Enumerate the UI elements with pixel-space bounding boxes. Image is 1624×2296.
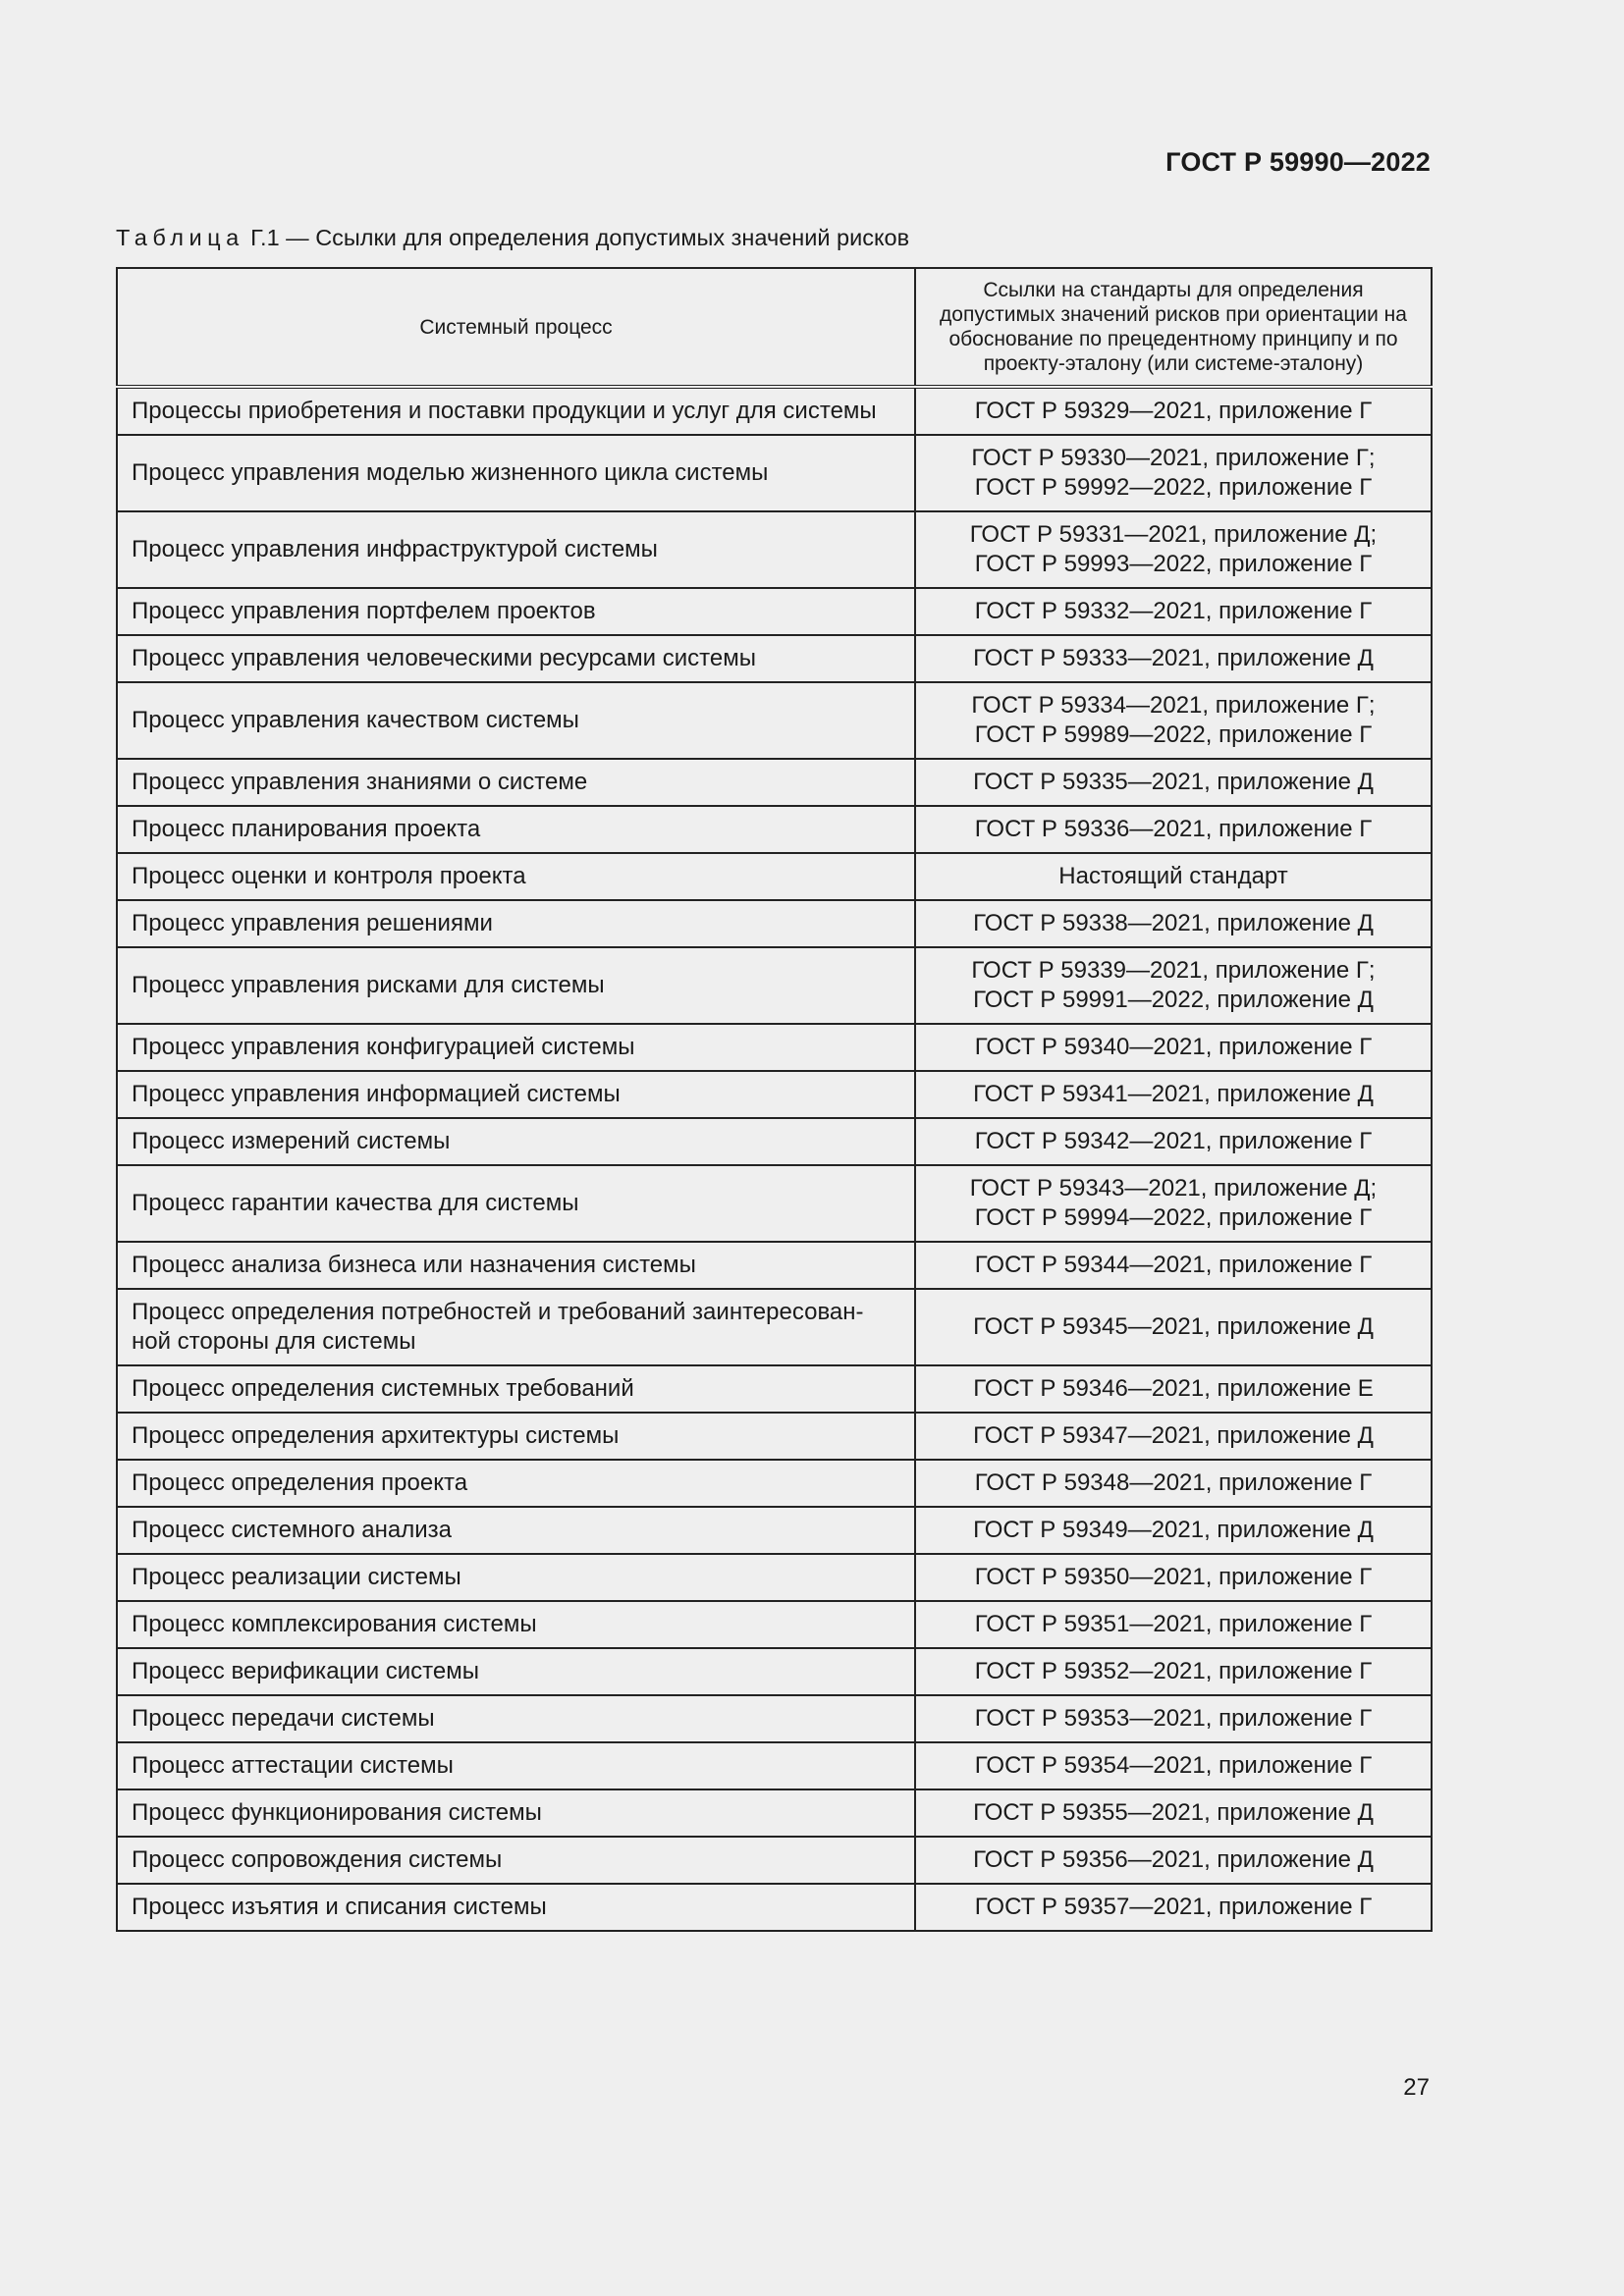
page-number: 27 bbox=[1403, 2074, 1430, 2101]
table-row bbox=[117, 511, 1432, 588]
reference-line: ГОСТ Р 59993—2022, приложение Г bbox=[974, 551, 1373, 577]
reference-cell bbox=[915, 806, 1432, 853]
document-code: ГОСТ Р 59990—2022 bbox=[1165, 147, 1431, 177]
reference-cell bbox=[915, 1837, 1432, 1884]
table-row bbox=[117, 1789, 1432, 1837]
reference-cell bbox=[915, 387, 1432, 435]
reference-cell bbox=[915, 1884, 1432, 1931]
table-row bbox=[117, 1554, 1432, 1601]
reference-cell bbox=[915, 900, 1432, 947]
reference-cell bbox=[915, 511, 1432, 588]
table-row bbox=[117, 900, 1432, 947]
table-row bbox=[117, 1071, 1432, 1118]
reference-line: ГОСТ Р 59994—2022, приложение Г bbox=[974, 1204, 1373, 1231]
process-cell: Процесс управления человеческими ресурсами системы bbox=[117, 635, 915, 682]
process-cell: Процесс измерений системы bbox=[117, 1118, 915, 1165]
process-cell: Процесс верификации системы bbox=[117, 1648, 915, 1695]
table-row bbox=[117, 853, 1432, 900]
reference-line: ГОСТ Р 59351—2021, приложение Г bbox=[974, 1611, 1373, 1637]
reference-cell bbox=[915, 1507, 1432, 1554]
table-row bbox=[117, 387, 1432, 435]
process-cell: Процесс управления моделью жизненного цикла системы bbox=[117, 435, 915, 511]
process-cell: Процесс оценки и контроля проекта bbox=[117, 853, 915, 900]
reference-line: ГОСТ Р 59352—2021, приложение Г bbox=[974, 1658, 1373, 1684]
process-cell: Процесс управления качеством системы bbox=[117, 682, 915, 759]
column-header-process: Системный процесс bbox=[117, 268, 915, 387]
reference-line: ГОСТ Р 59344—2021, приложение Г bbox=[974, 1252, 1373, 1278]
table-row bbox=[117, 1695, 1432, 1742]
reference-cell bbox=[915, 947, 1432, 1024]
table-body bbox=[117, 387, 1432, 1931]
reference-cell bbox=[915, 682, 1432, 759]
reference-line: ГОСТ Р 59334—2021, приложение Г; bbox=[971, 692, 1376, 719]
reference-line: ГОСТ Р 59342—2021, приложение Г bbox=[974, 1128, 1373, 1154]
reference-cell bbox=[915, 1695, 1432, 1742]
reference-line: ГОСТ Р 59345—2021, приложение Д bbox=[973, 1313, 1374, 1340]
reference-line: ГОСТ Р 59329—2021, приложение Г bbox=[974, 398, 1373, 424]
risk-reference-table bbox=[116, 267, 1433, 1932]
process-cell: Процесс системного анализа bbox=[117, 1507, 915, 1554]
table-row bbox=[117, 1742, 1432, 1789]
process-cell: Процесс определения системных требований bbox=[117, 1365, 915, 1413]
reference-line: ГОСТ Р 59989—2022, приложение Г bbox=[974, 721, 1373, 748]
reference-cell bbox=[915, 1742, 1432, 1789]
reference-line: ГОСТ Р 59340—2021, приложение Г bbox=[974, 1034, 1373, 1060]
reference-line: ГОСТ Р 59333—2021, приложение Д bbox=[973, 645, 1374, 671]
table-row bbox=[117, 947, 1432, 1024]
table-row bbox=[117, 1837, 1432, 1884]
reference-cell bbox=[915, 1460, 1432, 1507]
table-caption bbox=[116, 225, 909, 251]
reference-line: ГОСТ Р 59335—2021, приложение Д bbox=[973, 769, 1374, 795]
table-row bbox=[117, 1118, 1432, 1165]
reference-cell bbox=[915, 1365, 1432, 1413]
reference-line: ГОСТ Р 59332—2021, приложение Г bbox=[974, 598, 1373, 624]
reference-line: ГОСТ Р 59354—2021, приложение Г bbox=[974, 1752, 1373, 1779]
reference-line: ГОСТ Р 59991—2022, приложение Д bbox=[973, 987, 1374, 1013]
reference-cell bbox=[915, 1071, 1432, 1118]
reference-line: ГОСТ Р 59992—2022, приложение Г bbox=[974, 474, 1373, 501]
process-cell: Процесс управления конфигурацией системы bbox=[117, 1024, 915, 1071]
table-row bbox=[117, 759, 1432, 806]
reference-cell bbox=[915, 1413, 1432, 1460]
reference-line: ГОСТ Р 59330—2021, приложение Г; bbox=[971, 445, 1376, 471]
reference-cell bbox=[915, 759, 1432, 806]
reference-line: ГОСТ Р 59341—2021, приложение Д bbox=[973, 1081, 1374, 1107]
table-caption-text: Г.1 — Ссылки для определения допустимых значений рисков bbox=[244, 225, 910, 250]
reference-cell bbox=[915, 1165, 1432, 1242]
reference-line: ГОСТ Р 59356—2021, приложение Д bbox=[973, 1846, 1374, 1873]
reference-line: ГОСТ Р 59350—2021, приложение Г bbox=[974, 1564, 1373, 1590]
reference-cell bbox=[915, 1648, 1432, 1695]
process-cell: Процесс определения архитектуры системы bbox=[117, 1413, 915, 1460]
process-cell: Процессы приобретения и поставки продукции и услуг для системы bbox=[117, 387, 915, 435]
process-cell: Процесс комплексирования системы bbox=[117, 1601, 915, 1648]
table-row bbox=[117, 1242, 1432, 1289]
process-cell: Процесс определения проекта bbox=[117, 1460, 915, 1507]
table-row bbox=[117, 682, 1432, 759]
reference-cell bbox=[915, 1118, 1432, 1165]
process-cell: Процесс управления рисками для системы bbox=[117, 947, 915, 1024]
reference-line: ГОСТ Р 59349—2021, приложение Д bbox=[973, 1517, 1374, 1543]
table-row bbox=[117, 1884, 1432, 1931]
reference-line: ГОСТ Р 59346—2021, приложение Е bbox=[973, 1375, 1374, 1402]
process-cell: Процесс управления знаниями о системе bbox=[117, 759, 915, 806]
table-row bbox=[117, 1289, 1432, 1365]
reference-cell bbox=[915, 1789, 1432, 1837]
table-row bbox=[117, 1365, 1432, 1413]
process-cell: Процесс сопровождения системы bbox=[117, 1837, 915, 1884]
reference-cell bbox=[915, 1289, 1432, 1365]
reference-line: ГОСТ Р 59339—2021, приложение Г; bbox=[971, 957, 1376, 984]
process-cell: Процесс аттестации системы bbox=[117, 1742, 915, 1789]
reference-cell bbox=[915, 588, 1432, 635]
reference-line: ГОСТ Р 59348—2021, приложение Г bbox=[974, 1469, 1373, 1496]
reference-line: ГОСТ Р 59353—2021, приложение Г bbox=[974, 1705, 1373, 1732]
column-header-references: Ссылки на стандарты для определения допустимых значений рисков при ориентации на обоснование по прецедентному принципу и по проекту-эталону (или системе-эталону) bbox=[915, 268, 1432, 387]
reference-cell bbox=[915, 853, 1432, 900]
process-cell: Процесс планирования проекта bbox=[117, 806, 915, 853]
table-row bbox=[117, 1507, 1432, 1554]
reference-cell bbox=[915, 1024, 1432, 1071]
reference-cell bbox=[915, 1554, 1432, 1601]
reference-cell bbox=[915, 1601, 1432, 1648]
reference-line: ГОСТ Р 59331—2021, приложение Д; bbox=[969, 521, 1378, 548]
table-row bbox=[117, 1648, 1432, 1695]
reference-line: ГОСТ Р 59343—2021, приложение Д; bbox=[969, 1175, 1378, 1201]
process-cell: Процесс передачи системы bbox=[117, 1695, 915, 1742]
reference-line: ГОСТ Р 59338—2021, приложение Д bbox=[973, 910, 1374, 936]
process-cell: Процесс реализации системы bbox=[117, 1554, 915, 1601]
process-cell: Процесс функционирования системы bbox=[117, 1789, 915, 1837]
table-row bbox=[117, 635, 1432, 682]
process-cell: Процесс управления портфелем проектов bbox=[117, 588, 915, 635]
reference-cell bbox=[915, 1242, 1432, 1289]
table-row bbox=[117, 1024, 1432, 1071]
process-cell: Процесс изъятия и списания системы bbox=[117, 1884, 915, 1931]
process-cell: Процесс гарантии качества для системы bbox=[117, 1165, 915, 1242]
table-row bbox=[117, 1165, 1432, 1242]
table-row bbox=[117, 1601, 1432, 1648]
reference-line: ГОСТ Р 59336—2021, приложение Г bbox=[974, 816, 1373, 842]
reference-line: Настоящий стандарт bbox=[1058, 863, 1288, 889]
table-row bbox=[117, 806, 1432, 853]
process-cell: Процесс анализа бизнеса или назначения системы bbox=[117, 1242, 915, 1289]
table-row bbox=[117, 1413, 1432, 1460]
table-row bbox=[117, 1460, 1432, 1507]
table-header-row bbox=[117, 268, 1432, 387]
reference-line: ГОСТ Р 59347—2021, приложение Д bbox=[973, 1422, 1374, 1449]
reference-cell bbox=[915, 435, 1432, 511]
reference-line: ГОСТ Р 59355—2021, приложение Д bbox=[973, 1799, 1374, 1826]
reference-cell bbox=[915, 635, 1432, 682]
table-caption-label: Таблица bbox=[116, 225, 244, 250]
table-row bbox=[117, 435, 1432, 511]
process-cell: Процесс определения потребностей и требований заинтересован-ной стороны для системы bbox=[117, 1289, 915, 1365]
process-cell: Процесс управления инфраструктурой системы bbox=[117, 511, 915, 588]
table-row bbox=[117, 588, 1432, 635]
reference-line: ГОСТ Р 59357—2021, приложение Г bbox=[974, 1894, 1373, 1920]
process-cell: Процесс управления информацией системы bbox=[117, 1071, 915, 1118]
process-cell: Процесс управления решениями bbox=[117, 900, 915, 947]
